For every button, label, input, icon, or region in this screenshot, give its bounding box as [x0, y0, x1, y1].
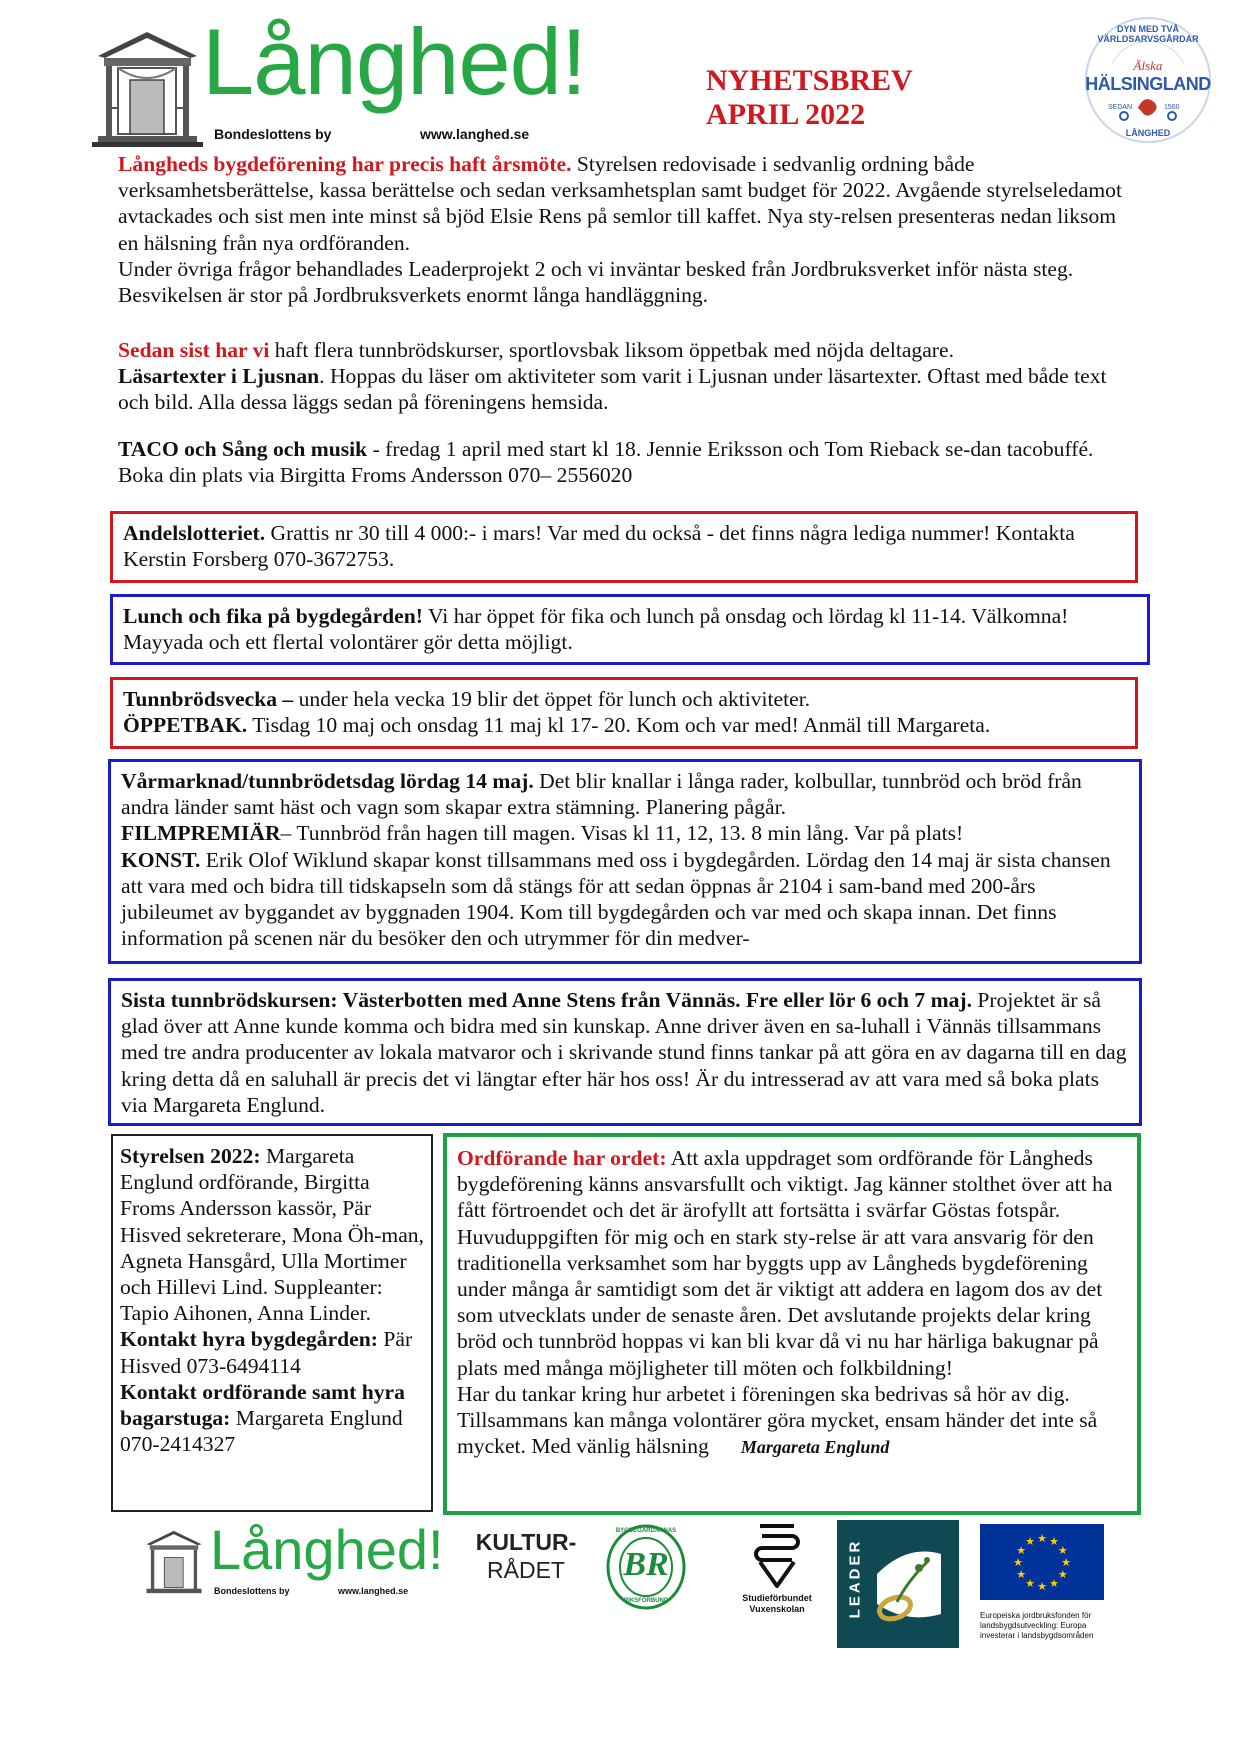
badge-bottom: LÅNGHED: [1125, 128, 1171, 138]
badge-year: 1560: [1164, 104, 1180, 111]
varmarknad-box: [108, 759, 1142, 964]
kulturradet-line2: RÅDET: [487, 1557, 565, 1583]
konst-text: Erik Olof Wiklund skapar konst tillsammans med oss i bygdegården. Lördag den 14 maj är sista chansen att vara med och bidra till tidskapseln som då stängs för att sedan öppnas år 2104 i sam-band med 200-års jubileumet av byggandet av byggnaden 1904. Kom till bygdegården och var med och skapa innan. Det finns information på scenen när du besöker den och utrymmer för din medver-: [121, 847, 1111, 951]
house-porch-icon: [142, 1526, 206, 1598]
footer-brand-url: www.langhed.se: [338, 1586, 409, 1596]
eu-star-icon: ★: [1057, 1545, 1068, 1557]
badge-sedan: SEDAN: [1108, 104, 1133, 111]
oppetbak-heading: ÖPPETBAK.: [123, 713, 248, 738]
newsletter-label: NYHETSBREV: [706, 64, 913, 97]
lunch-box: [110, 594, 1150, 665]
langhed-logo: [90, 9, 600, 148]
taco-text: - fredag 1 april med start kl 18. Jennie Eriksson och Tom Rieback se-dan tacobuffé. Boka din plats via Birgitta Froms Andersson 070– 2556020: [118, 437, 1094, 488]
since-section: [118, 337, 1128, 416]
vuxenskolan-logo: [724, 1522, 830, 1622]
newsletter-title: [706, 64, 913, 132]
leader-logo: [837, 1520, 959, 1648]
filmpremiar-text: – Tunnbröd från hagen till magen. Visas kl 11, 12, 13. 8 min lång. Var på plats!: [280, 821, 964, 846]
bygdegardarna-logo: [606, 1524, 686, 1610]
rent-contact-heading: Kontakt hyra bygdegården:: [120, 1327, 378, 1352]
eu-star-icon: ★: [1037, 1533, 1047, 1545]
eu-star-icon: ★: [1049, 1577, 1059, 1590]
chair-message-box: [443, 1133, 1141, 1515]
intro-section: [118, 151, 1128, 308]
brand-name: Långhed!: [202, 9, 587, 114]
footer-brand-tagline: Bondeslottens by: [214, 1586, 290, 1596]
lunch-text: Vi har öppet för fika och lunch på onsdag och lördag kl 11-14. Välkomna! Mayyada och ett flertal volontärer gör detta möjligt.: [123, 604, 1069, 655]
lasartexter-heading: Läsartexter i Ljusnan: [118, 364, 320, 389]
filmpremiar-heading: FILMPREMIÄR: [121, 821, 281, 846]
since-heading: Sedan sist har vi: [118, 338, 270, 362]
eu-star-icon: ★: [1025, 1536, 1035, 1549]
since-text: haft flera tunnbrödskurser, sportlovsbak liksom öppetbak med nöjda deltagare.: [269, 338, 954, 362]
badge-script: Älska: [1133, 58, 1163, 73]
tunnbrod-week-heading: Tunnbrödsvecka –: [123, 687, 294, 711]
lottery-text: Grattis nr 30 till 4 000:- i mars! Var med du också - det finns några lediga nummer! Kontakta Kerstin Forsberg 070-3672753.: [123, 521, 1075, 572]
eu-star-icon: ★: [1037, 1581, 1047, 1593]
brand-url: www.langhed.se: [420, 126, 530, 142]
eu-star-icon: ★: [1061, 1557, 1071, 1569]
lottery-box: [110, 511, 1138, 583]
vuxenskolan-line2: Vuxenskolan: [749, 1604, 805, 1614]
eu-star-icon: ★: [1057, 1569, 1068, 1581]
varmarknad-text: Det blir knallar i långa rader, kolbullar, tunnbröd och bröd från andra länder samt häst och vagn som skapar extra stämning. Planering pågår.: [121, 769, 1082, 820]
chair-contact-heading: Kontakt ordförande samt hyra bagarstuga:: [120, 1379, 405, 1431]
konst-heading: KONST.: [121, 847, 201, 872]
varmarknad-heading: Vårmarknad/tunnbrödetsdag lördag 14 maj.: [121, 769, 534, 793]
vuxenskolan-line1: Studieförbundet: [742, 1593, 812, 1603]
leader-word: LEADER: [846, 1538, 864, 1619]
lottery-heading: Andelslotteriet.: [123, 521, 266, 545]
bygdegardarna-ring-top: BYGDEGÅRDARNAS: [615, 1528, 677, 1534]
house-porch-icon: [90, 28, 205, 148]
eu-star-icon: ★: [1016, 1545, 1027, 1557]
chair-message-text-2: Har du tankar kring hur arbetet i föreningen ska bedrivas så hör av dig. Tillsammans kan många volontärer göra mycket, ensam händer det inte så mycket. Med vänlig hälsning: [457, 1381, 1098, 1459]
intro-text-2: Under övriga frågor behandlades Leaderprojekt 2 och vi inväntar besked från Jordbruksverket inför nästa steg. Besvikelsen är stor på Jordbruksverkets enormt långa handläggning.: [118, 256, 1074, 308]
chair-contact-text: Margareta Englund 070-2414327: [120, 1406, 403, 1457]
eu-star-icon: ★: [1013, 1557, 1023, 1569]
signature: Margareta Englund: [740, 1437, 890, 1458]
eu-flag-icon: [980, 1524, 1104, 1600]
tunnbrod-week-box: [110, 677, 1138, 749]
bygdegardarna-ring-bottom: RIKSFÖRBUND: [623, 1598, 669, 1604]
board-box: [111, 1134, 433, 1512]
taco-section: [118, 436, 1118, 488]
oppetbak-text: Tisdag 10 maj och onsdag 11 maj kl 17- 20. Kom och var med! Anmäl till Margareta.: [247, 713, 991, 738]
tunnbrodskurs-text: Projektet är så glad över att Anne kunde komma och bidra med sin kunskap. Anne driver även en sa-luhall i Vännäs tillsammans med tre andra producenter av lokala matvaror och i skrivande stund finns tankar på att göra en av dagarna till en dag kring detta då en saluhall är precis det vi längtar efter här hos oss! Är du intresserad av att vara med så boka plats via Margareta Englund.: [121, 988, 1127, 1117]
tunnbrodskurs-box: [108, 978, 1142, 1126]
footer-brand-name: Långhed!: [210, 1518, 444, 1581]
board-text: Margareta Englund ordförande, Birgitta Froms Andersson kassör, Pär Hisved sekreterare, Mona Öh-man, Agneta Hansgård, Ulla Mortimer och Hillevi Lind. Suppleanter: Tapio Aihonen, Anna Linder.: [120, 1144, 424, 1326]
tunnbrodskurs-heading: Sista tunnbrödskursen: Västerbotten med Anne Stens från Vännäs. Fre eller lör 6 och 7 maj.: [121, 988, 973, 1012]
halsingland-badge: [1084, 16, 1212, 146]
lasartexter-text: . Hoppas du läser om aktiviteter som varit i Ljusnan under läsartexter. Oftast med både text och bild. Alla dessa läggs sedan på föreningens hemsida.: [118, 364, 1107, 415]
eu-star-icon: ★: [1016, 1569, 1027, 1581]
taco-heading: TACO och Sång och musik: [118, 437, 368, 461]
kulturradet-logo: [472, 1528, 580, 1598]
brand-tagline: Bondeslottens by: [214, 126, 332, 142]
leader-emblem-icon: [867, 1534, 953, 1634]
intro-heading: Långheds bygdeförening har precis haft årsmöte.: [118, 152, 572, 176]
newsletter-date: APRIL 2022: [706, 98, 866, 131]
lunch-heading: Lunch och fika på bygdegården!: [123, 604, 423, 628]
chair-message-text: Att axla uppdraget som ordförande för Långheds bygdeförening känns ansvarsfullt och viktigt. Jag känner stolthet över att ha fått förtroendet och det är ärofyllt att fortsätta i svärfar Göstas fotspår. Huvuduppgiften för mig och en stark sty-relse är att vara ansvarig för den traditionella verksamhet som har byggts upp av Långheds bygdeförening under många år samtidigt som det är viktigt att addera en lagom dos av det som utvecklats under de senaste åren. Det avslutande projekts delar kring bröd och tunnbröd hoppas vi kan bli kvar då vi nu har härliga bakugnar på plats med många möjligheter till möten och folkbildning!: [457, 1146, 1113, 1380]
chair-message-heading: Ordförande har ordet:: [457, 1146, 667, 1170]
eu-star-icon: ★: [1025, 1577, 1035, 1590]
rent-contact-text: Pär Hisved 073-6494114: [120, 1327, 413, 1378]
eu-star-icon: ★: [1049, 1536, 1059, 1549]
vuxenskolan-emblem-icon: [724, 1522, 830, 1588]
badge-top-text: DYN MED TVÅ VÄRLDSARVSGÅRDAR: [1097, 24, 1199, 44]
footer-langhed-logo: [142, 1518, 444, 1610]
board-heading: Styrelsen 2022:: [120, 1144, 261, 1168]
intro-text: Styrelsen redovisade i sedvanlig ordning både verksamhetsberättelse, kassa berättelse och sedan verksamhetsplan samt budget för 2022. Avgående styrelseledamot avtackades och sist men inte minst så bjöd Elsie Rens på semlor till kaffet. Nya sty-relsen presenteras nedan liksom en hälsning från nya ordföranden.: [118, 152, 1122, 255]
bygdegardarna-monogram: BR: [623, 1546, 669, 1583]
badge-region: HÄLSINGLAND: [1085, 74, 1211, 94]
eu-logo: [980, 1524, 1110, 1644]
kulturradet-line1: KULTUR-: [475, 1529, 577, 1555]
eu-fund-text: Europeiska jordbruksfonden för landsbygdsutveckling: Europa investerar i landsbygdsområden: [980, 1611, 1094, 1640]
tunnbrod-week-text: under hela vecka 19 blir det öppet för lunch och aktiviteter.: [293, 687, 811, 711]
